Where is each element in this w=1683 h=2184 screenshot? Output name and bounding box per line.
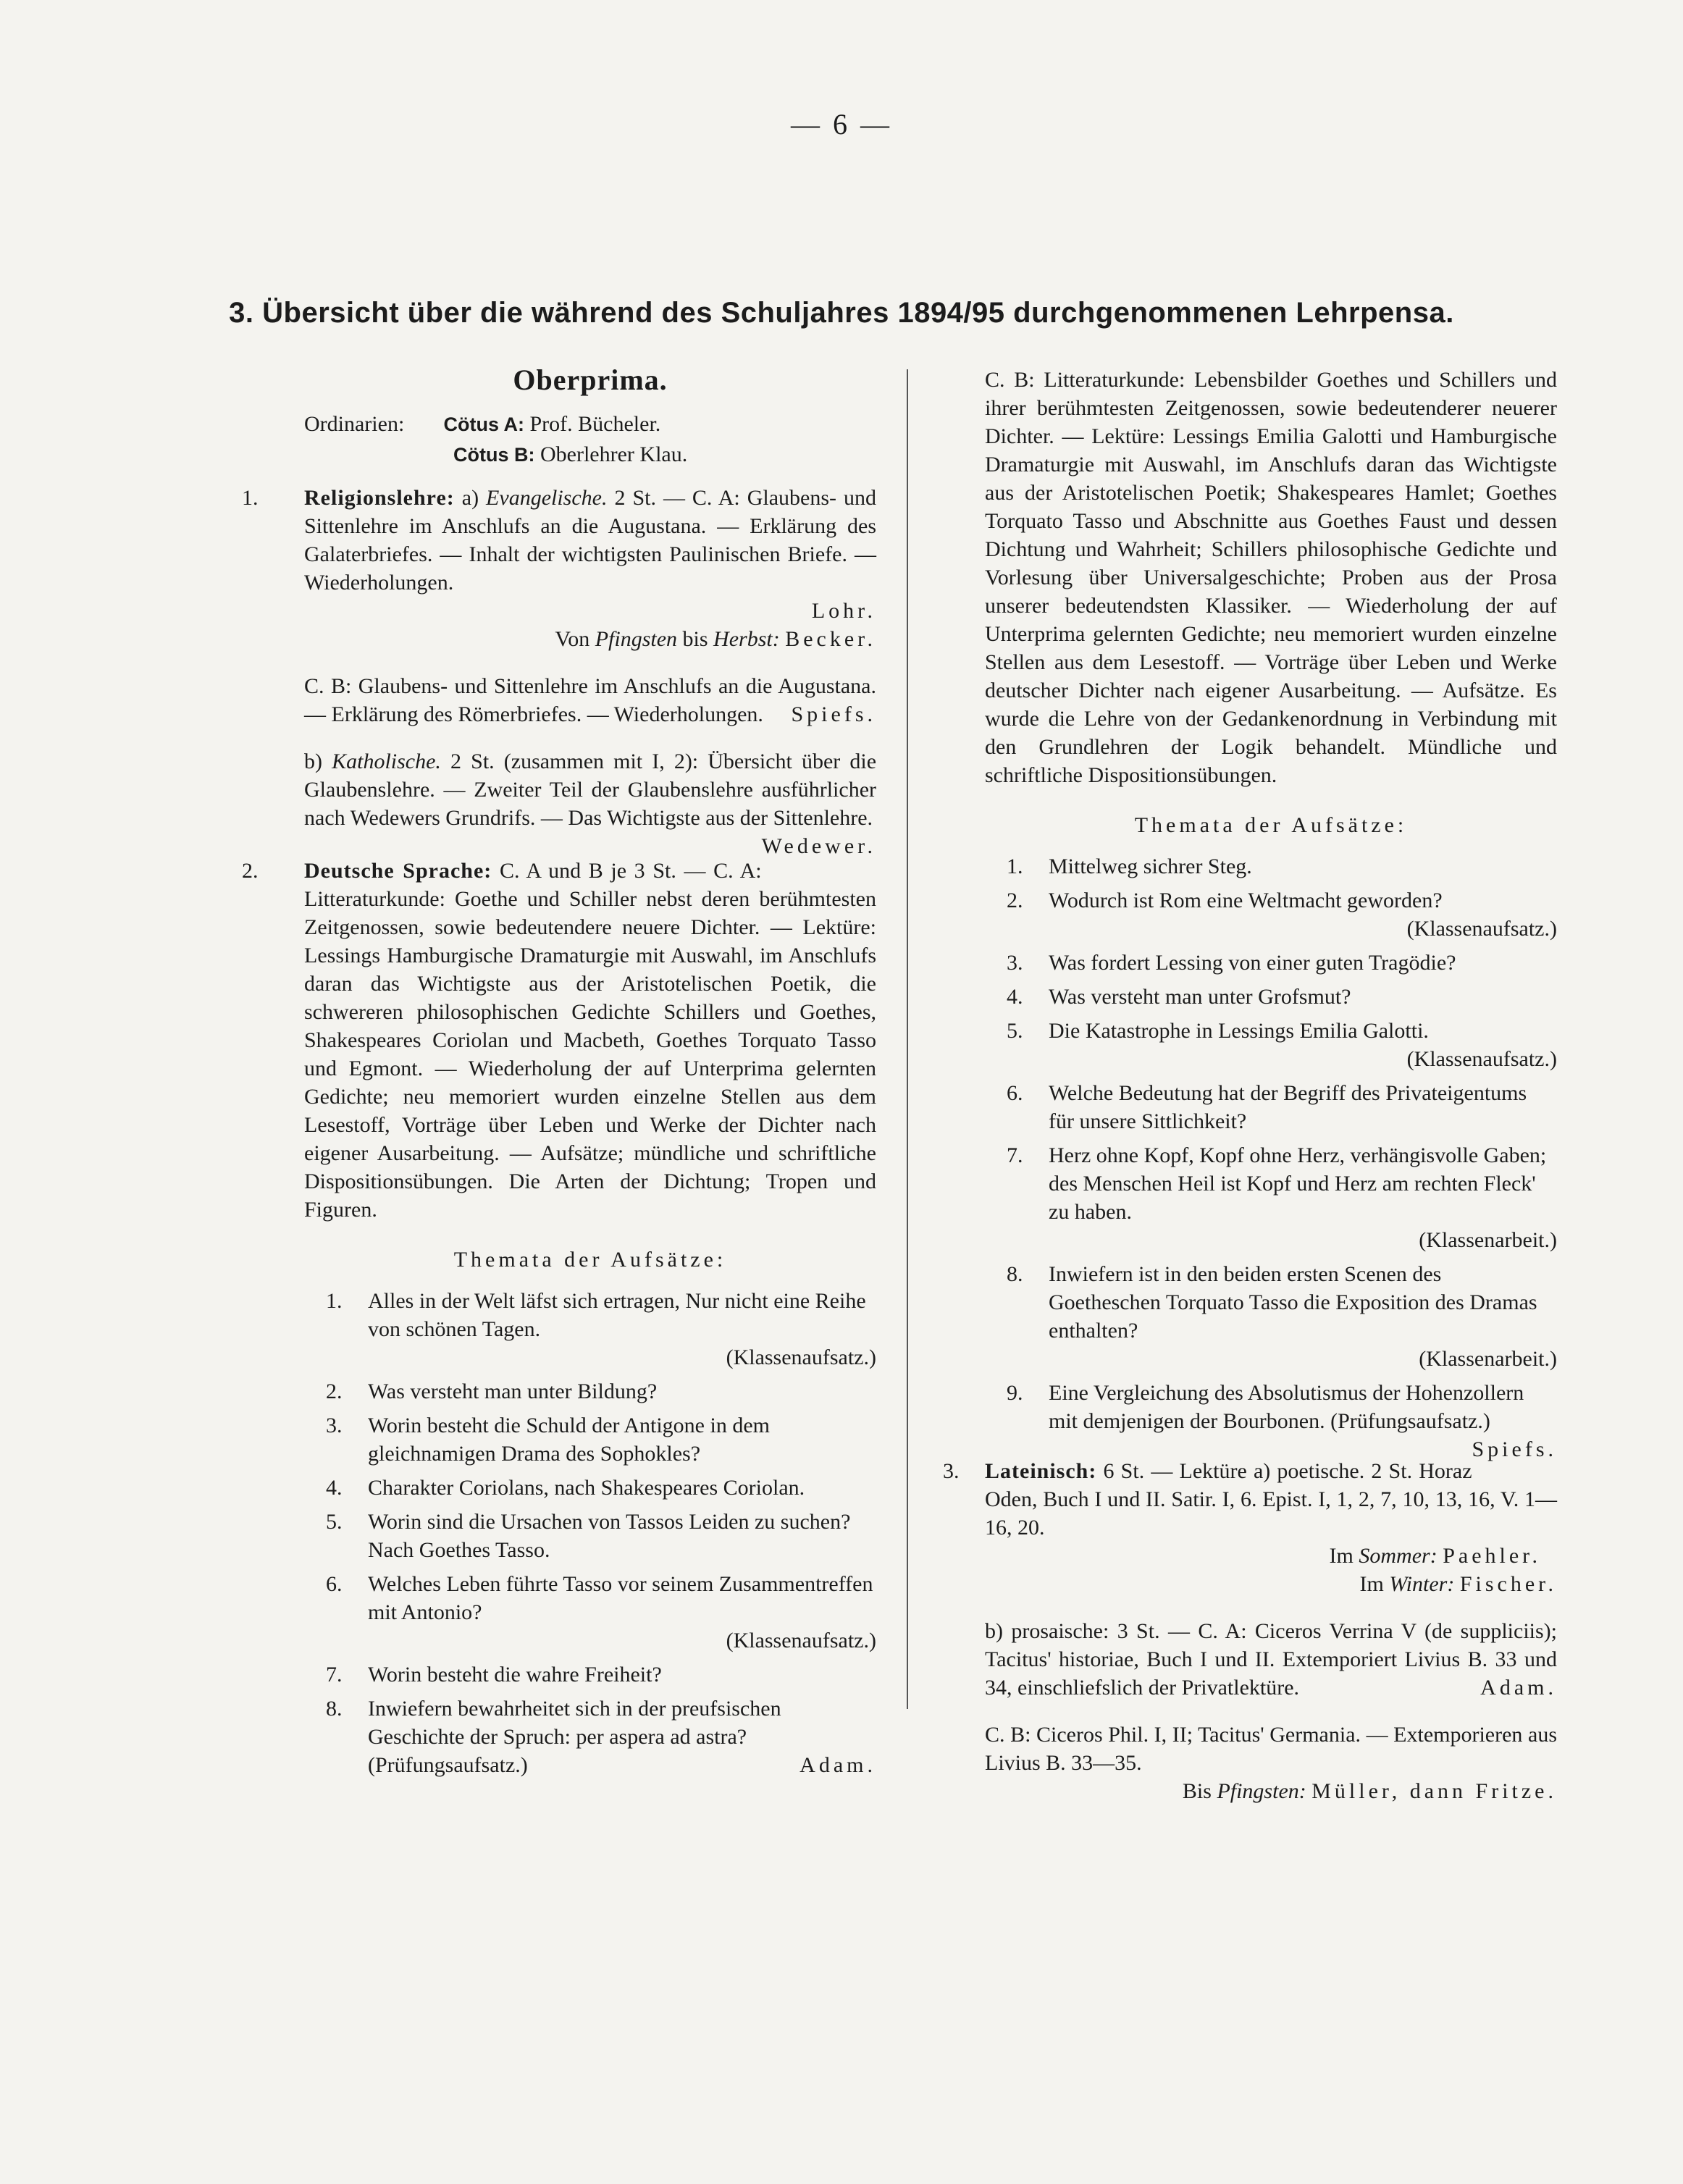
pfingsten-label: Pfingsten: [595, 627, 678, 651]
topic-text: Inwiefern ist in den beiden ersten Scenen des Goetheschen Torquato Tasso die Exposition des Dramas enthalten?: [1049, 1262, 1537, 1343]
topic-item: [985, 852, 1557, 881]
latein-prosa-text: b) prosaische: 3 St. — C. A: Ciceros Verrina V (de suppliciis); Tacitus' historiae, Buch I und II. Extemporiert Livius B. 33 und 34, einschliefslich der Privatlektüre.: [985, 1619, 1557, 1700]
topic-number: 8.: [326, 1697, 343, 1721]
topic-item: [985, 886, 1557, 943]
herbst-label: Herbst:: [713, 627, 780, 651]
im-label: Im: [1329, 1544, 1353, 1568]
topic-item: [985, 1079, 1557, 1135]
topics-right: [985, 852, 1557, 1461]
topic-number: 1.: [326, 1289, 343, 1313]
topic-number: 2.: [326, 1379, 343, 1403]
religion-label: Religionslehre:: [304, 486, 455, 510]
topic-item: [304, 1411, 876, 1468]
topic-number: 7.: [326, 1663, 343, 1687]
topic-text: Welches Leben führte Tasso vor seinem Zusammentreffen mit Antonio?: [368, 1572, 873, 1624]
topic-item: [985, 1141, 1557, 1254]
latein-prosa-paragraph: [985, 1617, 1557, 1702]
religion-kath-paragraph: [304, 747, 877, 858]
topic-note: (Klassenaufsatz.): [726, 1629, 876, 1652]
latein-teacher3: Müller, dann Fritze.: [1311, 1779, 1557, 1803]
topic-item: [304, 1377, 876, 1406]
topics-left: [304, 1287, 876, 1779]
topic-text: Wodurch ist Rom eine Weltmacht geworden?: [1049, 889, 1443, 912]
kath-text: 2 St. (zusammen mit I, 2): Übersicht über die Glaubenslehre. — Zweiter Teil der Glaubenslehre ausführlicher nach Wedewers Grundrifs. — Das Wichtigste aus der Sittenlehre.: [304, 749, 877, 830]
topic-item: [304, 1694, 876, 1779]
topic-number: 1.: [1007, 854, 1023, 878]
ordinarien-label: Ordinarien:: [304, 412, 405, 436]
religion-cb-teacher: Spiefs.: [791, 702, 876, 726]
topic-note: (Klassenarbeit.): [1419, 1228, 1557, 1252]
topic-item: [985, 983, 1557, 1011]
topic-text: Eine Vergleichung des Absolutismus der Hohenzollern mit demjenigen der Bourbonen. (Prüfungsaufsatz.): [1049, 1381, 1524, 1433]
religion-teacher1: Lohr.: [811, 599, 876, 623]
topic-text: Worin sind die Ursachen von Tassos Leiden zu suchen? Nach Goethes Tasso.: [368, 1510, 851, 1562]
latein-cb-paragraph: [985, 1721, 1557, 1805]
latein-winter-row: [985, 1570, 1557, 1598]
kath-teacher: Wedewer.: [761, 834, 876, 858]
latein-number: 3.: [943, 1459, 960, 1483]
page-heading: 3. Übersicht über die während des Schuljahres 1894/95 durchgenommenen Lehrpensa.: [229, 297, 1454, 329]
topic-note: (Klassenaufsatz.): [1406, 1047, 1557, 1071]
topic-text: Charakter Coriolans, nach Shakespeares Coriolan.: [368, 1476, 805, 1500]
topic-text: Alles in der Welt läfst sich ertragen, Nur nicht eine Reihe von schönen Tagen.: [368, 1289, 866, 1341]
topic-text: Worin besteht die Schuld der Antigone in dem gleichnamigen Drama des Sophokles?: [368, 1414, 770, 1466]
topic-text: Inwiefern bewahrheitet sich in der preufsischen Geschichte der Spruch: per aspera ad astra? (Prüfungsaufsatz.): [368, 1697, 781, 1777]
religion-number: 1.: [242, 486, 259, 510]
religion-cb-text: C. B: Glaubens- und Sittenlehre im Anschlufs an die Augustana. — Erklärung des Römerbriefes. — Wiederholungen.: [304, 674, 876, 726]
right-column: [943, 366, 1557, 1815]
deutsch-number: 2.: [242, 859, 259, 883]
latein-sommer-row: [985, 1542, 1557, 1570]
topic-item: [304, 1508, 876, 1564]
column-divider: [907, 369, 908, 1709]
section-title-oberprima: Oberprima.: [513, 364, 668, 396]
topic-item: [304, 1660, 876, 1689]
pfingsten-label: Pfingsten:: [1217, 1779, 1306, 1803]
left-last-teacher: Adam.: [799, 1753, 876, 1777]
left-column: [242, 364, 877, 1785]
topic-item: [304, 1474, 876, 1502]
latein-text: 6 St. — Lektüre a) poetische. 2 St. Horaz Oden, Buch I und II. Satir. I, 6. Epist. I, 1, 2, 7, 10, 13, 16, V. 1—16, 20.: [985, 1459, 1557, 1540]
topic-number: 6.: [1007, 1081, 1023, 1105]
latein-prosa-teacher: Adam.: [1480, 1676, 1557, 1700]
latein-teacher1: Paehler.: [1443, 1544, 1541, 1568]
im-label: Im: [1359, 1572, 1384, 1596]
page-number: — 6 —: [791, 108, 892, 140]
coetus-b-value: Oberlehrer Klau.: [540, 442, 688, 466]
ordinarien-line-b: [304, 440, 876, 469]
von-label: Von: [555, 627, 590, 651]
topic-note: (Klassenarbeit.): [1419, 1347, 1557, 1371]
latein-cb-text: C. B: Ciceros Phil. I, II; Tacitus' Germania. — Extemporieren aus Livius B. 33—35.: [985, 1723, 1557, 1775]
topic-text: Herz ohne Kopf, Kopf ohne Herz, verhängisvolle Gaben; des Menschen Heil ist Kopf und Herz am rechten Fleck' zu haben.: [1049, 1143, 1547, 1224]
religion-cb-paragraph: [304, 672, 876, 728]
topic-item: [304, 1287, 876, 1372]
topic-number: 8.: [1007, 1262, 1023, 1286]
latein-teacher2: Fischer.: [1459, 1572, 1557, 1596]
topic-number: 3.: [1007, 951, 1023, 975]
topic-note: (Klassenaufsatz.): [1406, 917, 1557, 941]
topic-number: 5.: [326, 1510, 343, 1534]
topic-item: [985, 1017, 1557, 1073]
coetus-b-label: Cötus B:: [453, 444, 535, 466]
deutsch-label: Deutsche Sprache:: [304, 859, 492, 883]
topic-note: (Klassenaufsatz.): [726, 1345, 876, 1369]
topic-text: Was versteht man unter Bildung?: [368, 1379, 658, 1403]
topic-number: 3.: [326, 1414, 343, 1437]
religion-teacher2: Becker.: [785, 627, 876, 651]
topic-text: Worin besteht die wahre Freiheit?: [368, 1663, 662, 1687]
deutsch-text: C. A und B je 3 St. — C. A: Litteraturkunde: Goethe und Schiller nebst deren berühmtesten Zeitgenossen, sowie bedeutendere neuere Dichter. — Lektüre: Lessings Hamburgische Dramaturgie mit Auswahl, im Anschlufs daran das Wichtigste aus der Aristotelischen Poetik, die schwereren philosophischen Gedichte Schillers und Goethes, Shakespeares Coriolan und Macbeth, Goethes Torquato Tasso und Egmont. — Wiederholung der auf Unterprima gelernten Gedichte; neu memoriert wurden einzelne Stellen aus dem Lesestoff, Vorträge über Leben und Werke der Dichter nach eigener Ausarbeitung. — Aufsätze; mündliche und schriftliche Dispositionsübungen. Die Arten der Dichtung; Tropen und Figuren.: [304, 859, 876, 1222]
religion-teacher-row: [304, 597, 876, 625]
ordinarien-line-a: [304, 410, 876, 439]
topic-number: 4.: [1007, 985, 1023, 1009]
topic-number: 7.: [1007, 1143, 1023, 1167]
themata-label-right: Themata der Aufsätze:: [1134, 813, 1408, 837]
religion-intro-prefix: a): [461, 486, 479, 510]
kath-prefix: b): [304, 749, 322, 773]
topic-text: Welche Bedeutung hat der Begriff des Privateigentums für unsere Sittlichkeit?: [1049, 1081, 1527, 1133]
latein-label: Lateinisch:: [985, 1459, 1097, 1483]
bis-label: Bis: [1182, 1779, 1212, 1803]
topic-text: Was fordert Lessing von einer guten Tragödie?: [1049, 951, 1456, 975]
kath-italic: Katholische.: [332, 749, 441, 773]
religion-teacher2-row: [304, 625, 876, 653]
latein-section: [943, 1457, 1557, 1598]
right-cb-paragraph: C. B: Litteraturkunde: Lebensbilder Goethes und Schillers und ihrer berühmtesten Zeitgenossen, sowie bedeutenderer neuerer Dichter. — Lektüre: Lessings Emilia Galotti und Hamburgische Dramaturgie mit Auswahl, im Anschlufs daran das Wichtigste aus der Aristotelischen Poetik; Shakespeares Hamlet; Goethes Torquato Tasso und Abschnitte aus Goethes Faust und dessen Dichtung und Wahrheit; Schillers philosophische Gedichte und Vorlesung über Universalgeschichte; Proben aus der Prosa unserer bedeutendsten Klassiker. — Wiederholung der auf Unterprima gelernten Gedichte; neu memoriert wurden einzelne Stellen aus dem Lesestoff. — Vorträge über Leben und Werke deutscher Dichter nach eigener Ausarbeitung. — Aufsätze. Es wurde die Lehre von der Gedankenordnung in Verbindung mit den Grundlehren der Logik behandelt. Mündliche und schriftliche Dispositionsübungen.: [985, 368, 1557, 787]
topic-number: 2.: [1007, 889, 1023, 912]
themata-label-left: Themata der Aufsätze:: [453, 1248, 727, 1272]
sommer-label: Sommer:: [1359, 1544, 1438, 1568]
right-last-teacher: Spiefs.: [1472, 1437, 1557, 1461]
coetus-a-value: Prof. Bücheler.: [529, 412, 661, 436]
deutsch-section: [242, 857, 876, 1224]
religion-section: [242, 484, 877, 653]
topic-item: [985, 949, 1557, 977]
topic-number: 9.: [1007, 1381, 1023, 1405]
winter-label: Winter:: [1389, 1572, 1455, 1596]
religion-intro-italic: Evangelische.: [486, 486, 608, 510]
topic-item: [985, 1260, 1557, 1373]
topic-item: [304, 1570, 876, 1655]
latein-pfingsten-row: [985, 1777, 1557, 1805]
topic-number: 4.: [326, 1476, 343, 1500]
topic-item: [985, 1379, 1557, 1461]
coetus-a-label: Cötus A:: [443, 413, 524, 435]
topic-text: Was versteht man unter Grofsmut?: [1049, 985, 1351, 1009]
topic-text: Die Katastrophe in Lessings Emilia Galotti.: [1049, 1019, 1429, 1043]
religion-text: 2 St. — C. A: Glaubens- und Sittenlehre im Anschlufs an die Augustana. — Erklärung des Galaterbriefes. — Inhalt der wichtigsten Paulinischen Briefe. — Wiederholungen.: [304, 486, 877, 595]
bis-label: bis: [682, 627, 708, 651]
topic-number: 5.: [1007, 1019, 1023, 1043]
topic-text: Mittelweg sichrer Steg.: [1049, 854, 1252, 878]
topic-number: 6.: [326, 1572, 343, 1596]
